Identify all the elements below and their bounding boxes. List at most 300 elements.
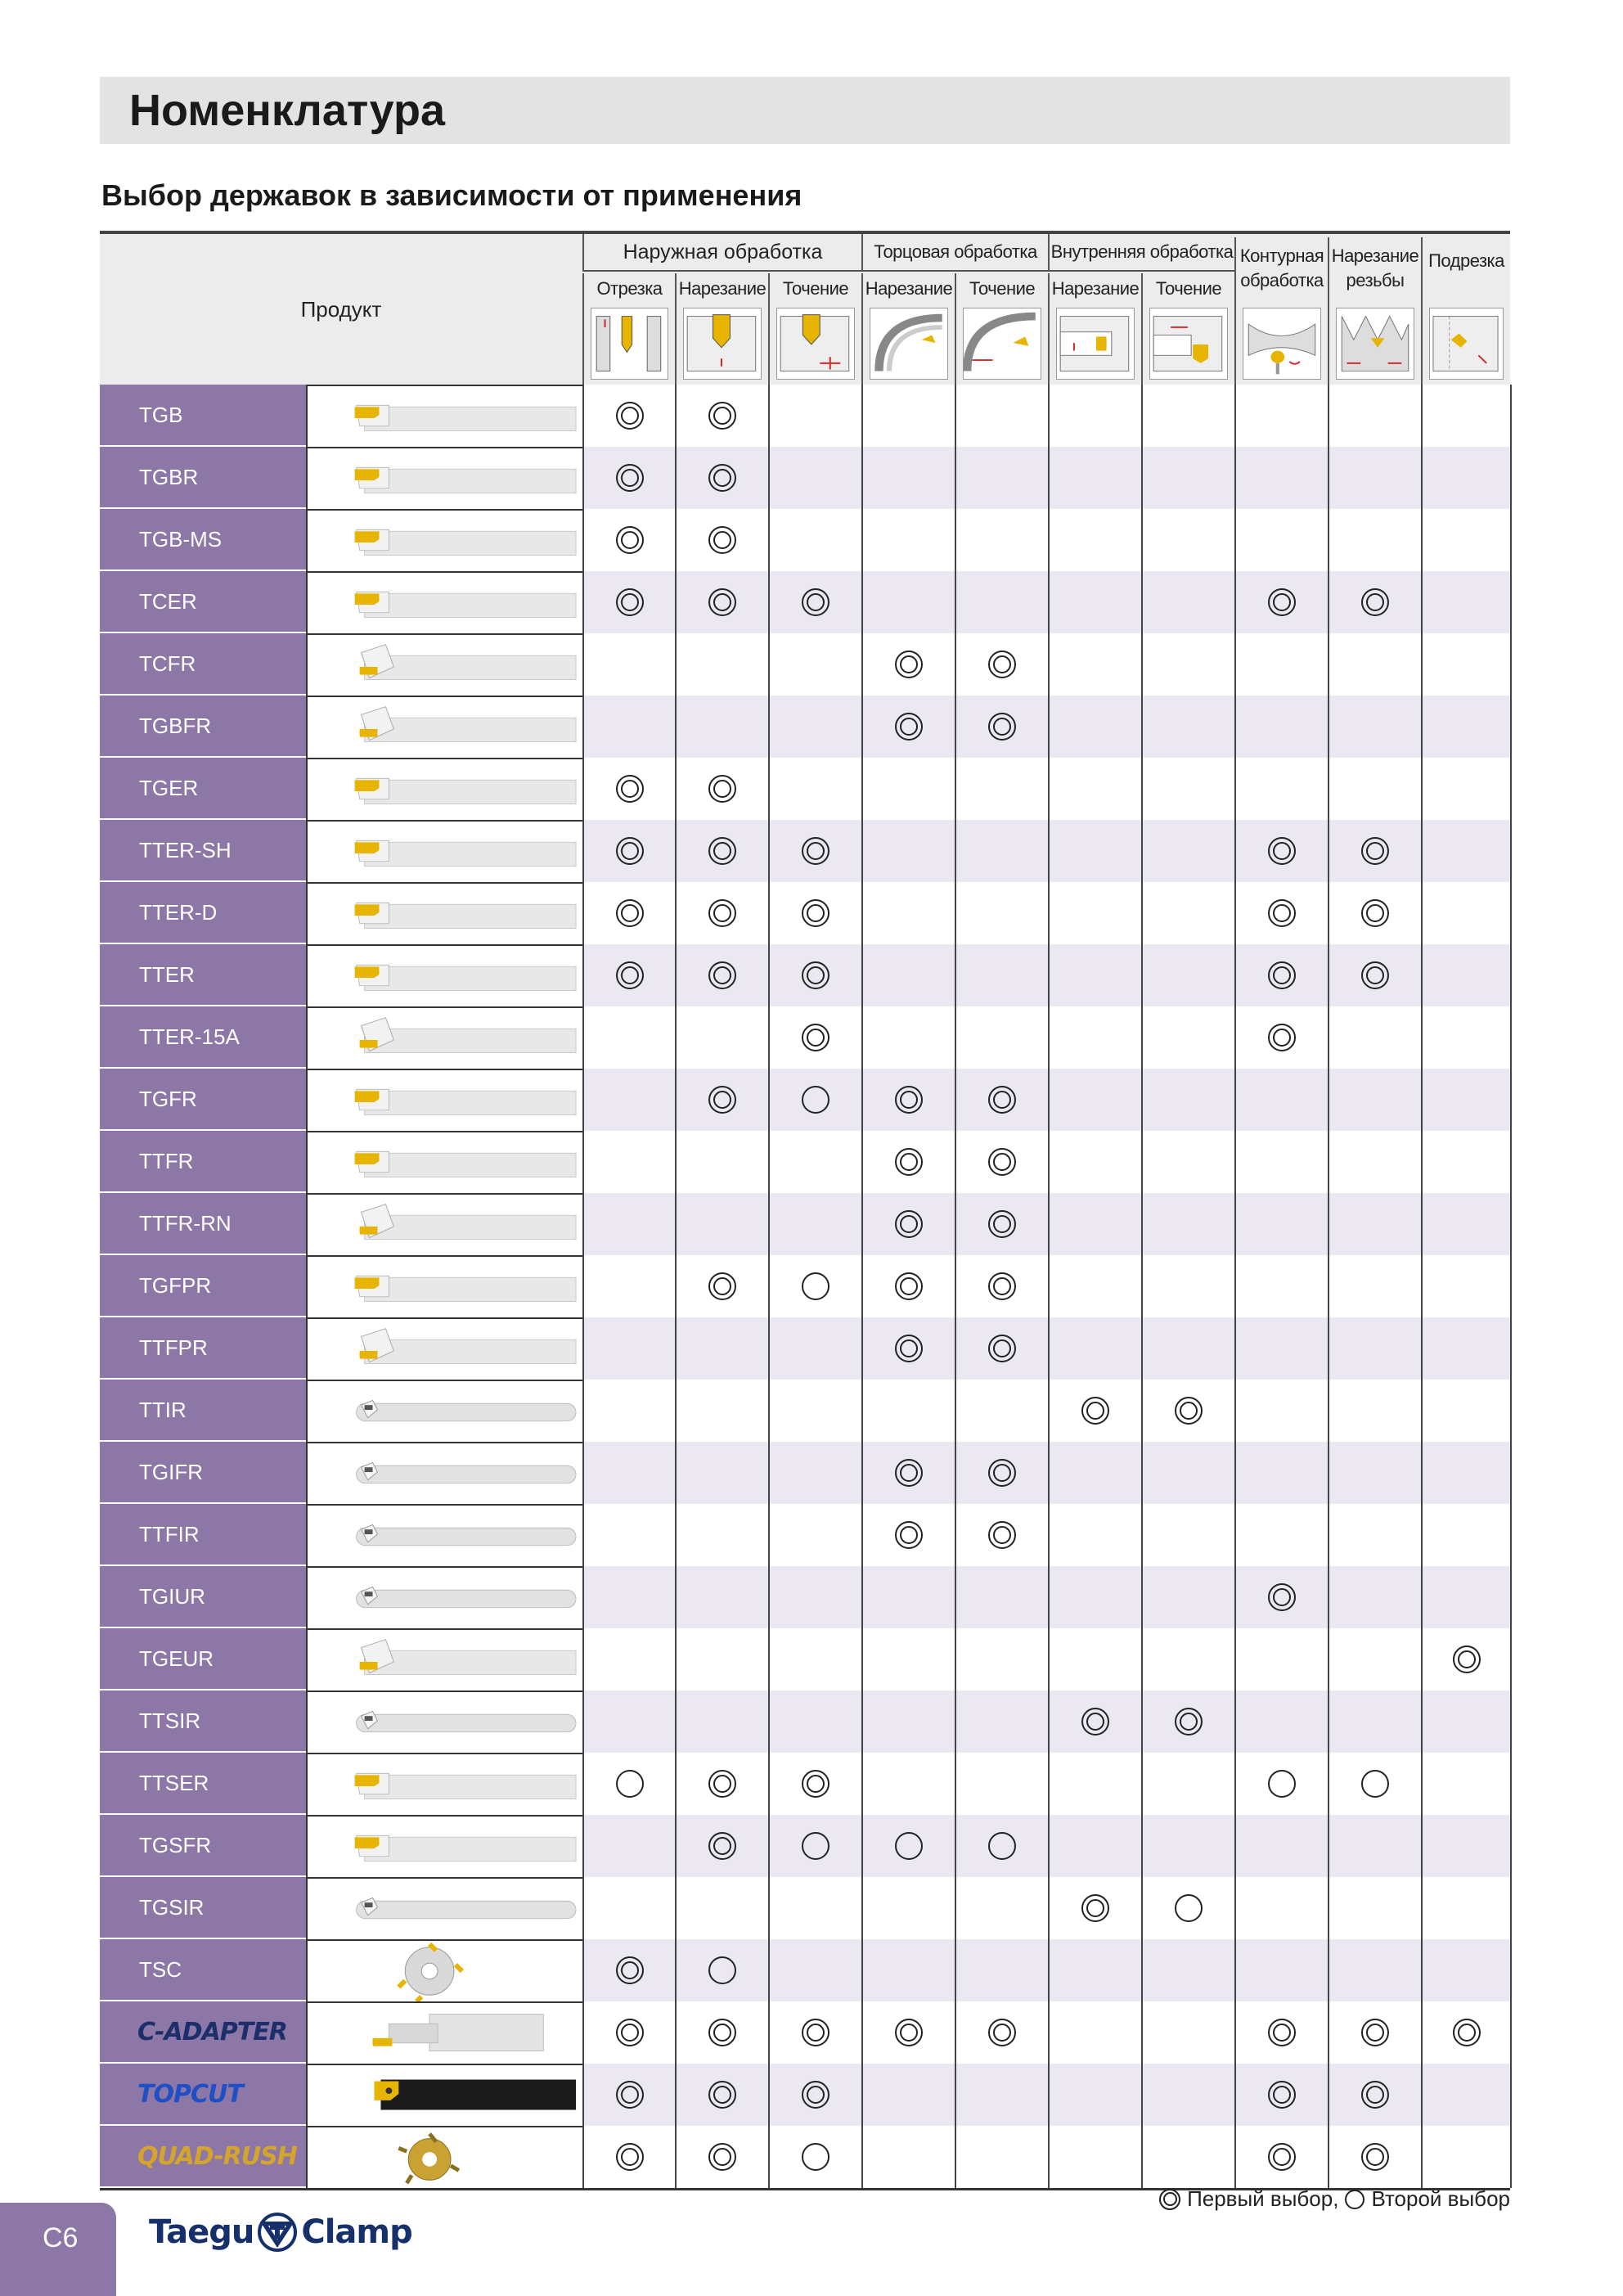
first-choice-symbol: [1453, 1645, 1481, 1673]
table-row: [100, 1877, 1510, 1939]
table-cell: [1328, 1069, 1421, 1131]
first-choice-symbol: [988, 1335, 1016, 1362]
table-cell: [1141, 2126, 1234, 2188]
table-cell: [1328, 2001, 1421, 2064]
product-name: [100, 1131, 306, 1193]
table-cell: [582, 1877, 675, 1939]
first-choice-symbol: [1081, 1397, 1109, 1425]
table-cell: [1048, 1442, 1141, 1504]
table-cell: [582, 1317, 675, 1380]
product-image: [306, 1193, 582, 1255]
table-cell: [582, 2064, 675, 2126]
product-image: [306, 1939, 582, 2001]
table-cell: [1421, 1255, 1510, 1317]
first-choice-symbol: [802, 899, 829, 927]
product-name: [100, 509, 306, 571]
table-cell: [1234, 2001, 1328, 2064]
first-choice-symbol: [988, 1210, 1016, 1238]
table-cell: [582, 758, 675, 820]
first-choice-symbol: [895, 1210, 923, 1238]
header-group-divider: [582, 270, 861, 272]
table-cell: [1328, 1442, 1421, 1504]
table-cell: [861, 882, 955, 944]
table-cell: [582, 1069, 675, 1131]
table-cell: [1048, 1317, 1141, 1380]
product-name: [100, 1877, 306, 1939]
product-name-text: TGEUR: [139, 1645, 214, 1671]
table-row: [100, 447, 1510, 509]
table-cell: [1421, 2064, 1510, 2126]
row-marks: [582, 2064, 1510, 2126]
table-row: [100, 2064, 1510, 2126]
column-header-label: Нарезание резьбы: [1331, 245, 1419, 290]
first-choice-symbol: [616, 464, 644, 492]
first-choice-symbol: [708, 899, 736, 927]
column-header-label: Нарезание: [1051, 278, 1140, 299]
table-row: [100, 882, 1510, 944]
table-cell: [768, 1131, 861, 1193]
product-name-text: TSC: [139, 1956, 182, 1982]
row-marks: [582, 820, 1510, 882]
product-name: [100, 1317, 306, 1380]
table-cell: [1328, 882, 1421, 944]
product-header: Продукт: [300, 296, 382, 322]
table-cell: [861, 1939, 955, 2001]
table-cell: [1421, 1504, 1510, 1566]
table-cell: [1234, 571, 1328, 633]
first-choice-symbol: [988, 1148, 1016, 1176]
table-cell: [675, 696, 768, 758]
row-marks: [582, 944, 1510, 1006]
table-cell: [861, 2001, 955, 2064]
row-marks: [582, 1939, 1510, 2001]
brand-logo-text: QUAD-RUSH: [137, 2141, 297, 2171]
table-cell: [1328, 1566, 1421, 1628]
column-header-label: Нарезание: [678, 278, 767, 299]
product-image: [306, 882, 582, 944]
row-marks: [582, 385, 1510, 447]
table-cell: [1048, 1380, 1141, 1442]
table-cell: [768, 944, 861, 1006]
first-choice-symbol: [895, 1148, 923, 1176]
product-name-text: TTER: [139, 961, 195, 987]
table-cell: [675, 1317, 768, 1380]
table-cell: [675, 1939, 768, 2001]
table-row: [100, 2126, 1510, 2188]
product-name: [100, 2064, 306, 2126]
table-cell: [1328, 1753, 1421, 1815]
first-choice-symbol: [1175, 1708, 1203, 1736]
first-choice-symbol: [802, 2019, 829, 2046]
product-image: [306, 2126, 582, 2188]
table-cell: [1048, 509, 1141, 571]
table-cell: [768, 1193, 861, 1255]
table-cell: [768, 633, 861, 696]
table-cell: [1234, 696, 1328, 758]
table-row: [100, 1131, 1510, 1193]
header-group-divider: [1048, 270, 1234, 272]
row-marks: [582, 2001, 1510, 2064]
table-edge: [1510, 758, 1512, 820]
table-cell: [861, 1628, 955, 1690]
product-name-text: TGSIR: [139, 1894, 205, 1920]
product-name-text: TGB-MS: [139, 526, 223, 551]
table-cell: [1048, 447, 1141, 509]
table-cell: [675, 571, 768, 633]
table-cell: [675, 1193, 768, 1255]
table-cell: [861, 1069, 955, 1131]
table-edge: [1510, 882, 1512, 944]
table-cell: [1141, 1690, 1234, 1753]
table-cell: [768, 758, 861, 820]
table-cell: [1234, 1504, 1328, 1566]
table-cell: [1421, 1193, 1510, 1255]
first-choice-symbol: [895, 1521, 923, 1549]
header-group: Торцовая обработка: [861, 234, 1048, 270]
table-cell: [955, 1628, 1048, 1690]
first-choice-symbol: [708, 1832, 736, 1860]
first-choice-symbol: [616, 961, 644, 989]
table-edge: [1510, 1504, 1512, 1566]
operation-pictogram: [683, 308, 762, 380]
table-cell: [1234, 882, 1328, 944]
operation-pictogram: [870, 308, 948, 380]
table-cell: [768, 1317, 861, 1380]
table-row: [100, 1753, 1510, 1815]
table-cell: [582, 1504, 675, 1566]
column-header: [1234, 237, 1328, 385]
table-cell: [1328, 820, 1421, 882]
table-cell: [955, 1006, 1048, 1069]
second-choice-symbol: [1175, 1894, 1203, 1922]
column-header-label: Подрезка: [1428, 250, 1504, 271]
table-cell: [1048, 1753, 1141, 1815]
product-image: [306, 944, 582, 1006]
first-choice-symbol: [1081, 1894, 1109, 1922]
second-choice-symbol: [895, 1832, 923, 1860]
first-choice-symbol: [802, 837, 829, 865]
table-cell: [1328, 758, 1421, 820]
table-cell: [861, 1131, 955, 1193]
table-cell: [1421, 1566, 1510, 1628]
table-cell: [1048, 2126, 1141, 2188]
column-header-label: Контурная обработка: [1239, 245, 1324, 290]
first-choice-symbol: [988, 713, 1016, 741]
row-marks: [582, 882, 1510, 944]
second-choice-symbol: [1345, 2190, 1364, 2209]
table-row: [100, 2001, 1510, 2064]
table-cell: [955, 385, 1048, 447]
table-cell: [1048, 385, 1141, 447]
product-image: [306, 447, 582, 509]
table-cell: [955, 758, 1048, 820]
table-cell: [861, 696, 955, 758]
table-edge: [1510, 2126, 1512, 2188]
table-row: [100, 758, 1510, 820]
table-cell: [861, 2126, 955, 2188]
table-edge: [1510, 1131, 1512, 1193]
header-group: Внутренняя обработка: [1048, 234, 1234, 270]
table-cell: [955, 882, 1048, 944]
first-choice-symbol: [1268, 837, 1296, 865]
product-image: [306, 696, 582, 758]
logo-text-right: Clamp: [301, 2213, 412, 2251]
table-cell: [861, 1877, 955, 1939]
product-name: [100, 1255, 306, 1317]
table-cell: [1421, 1442, 1510, 1504]
table-header: [100, 231, 1510, 385]
table-cell: [1234, 1753, 1328, 1815]
table-cell: [1234, 447, 1328, 509]
second-choice-symbol: [802, 1086, 829, 1114]
product-name: [100, 571, 306, 633]
first-choice-symbol: [616, 837, 644, 865]
product-name: [100, 1753, 306, 1815]
product-image: [306, 1815, 582, 1877]
table-cell: [1328, 1815, 1421, 1877]
table-cell: [1141, 758, 1234, 820]
product-name-text: TGER: [139, 775, 199, 800]
table-cell: [582, 944, 675, 1006]
row-marks: [582, 1255, 1510, 1317]
table-cell: [675, 1566, 768, 1628]
table-cell: [1421, 882, 1510, 944]
table-cell: [675, 1628, 768, 1690]
table-cell: [861, 509, 955, 571]
second-choice-symbol: [1268, 1770, 1296, 1798]
product-name: [100, 1442, 306, 1504]
table-edge: [1510, 820, 1512, 882]
table-cell: [582, 509, 675, 571]
table-cell: [768, 820, 861, 882]
table-cell: [1234, 1131, 1328, 1193]
operation-pictogram: [591, 308, 668, 380]
table-cell: [1234, 1442, 1328, 1504]
table-row: [100, 1255, 1510, 1317]
second-choice-symbol: [802, 1272, 829, 1300]
first-choice-symbol: [1361, 588, 1389, 616]
operation-pictogram: [1056, 308, 1135, 380]
table-cell: [768, 2001, 861, 2064]
table-edge: [1510, 1877, 1512, 1939]
table-cell: [582, 1006, 675, 1069]
table-edge: [1510, 1317, 1512, 1380]
table-cell: [1328, 1690, 1421, 1753]
table-cell: [1141, 1317, 1234, 1380]
second-choice-symbol: [988, 1832, 1016, 1860]
product-name-text: TTER-D: [139, 899, 218, 925]
product-name: [100, 1006, 306, 1069]
table-cell: [582, 882, 675, 944]
header-group: Наружная обработка: [582, 234, 861, 270]
product-name-text: TGFPR: [139, 1272, 212, 1298]
first-choice-symbol: [616, 775, 644, 803]
first-choice-symbol: [1268, 2081, 1296, 2109]
first-choice-symbol: [802, 1770, 829, 1798]
table-cell: [955, 2001, 1048, 2064]
product-image: [306, 1690, 582, 1753]
product-name: [100, 447, 306, 509]
page-number: C6: [43, 2222, 79, 2253]
table-cell: [1328, 1006, 1421, 1069]
table-cell: [1328, 2064, 1421, 2126]
first-choice-symbol: [616, 2143, 644, 2171]
table-cell: [1048, 1006, 1141, 1069]
first-choice-symbol: [708, 1272, 736, 1300]
logo-mark-icon: [257, 2212, 298, 2253]
table-cell: [1141, 2001, 1234, 2064]
product-name-text: TTSIR: [139, 1708, 201, 1733]
table-row: [100, 509, 1510, 571]
first-choice-symbol: [1268, 2019, 1296, 2046]
table-cell: [861, 633, 955, 696]
table-row: [100, 1628, 1510, 1690]
table-cell: [768, 1628, 861, 1690]
table-row: [100, 633, 1510, 696]
product-image: [306, 509, 582, 571]
table-cell: [1234, 1877, 1328, 1939]
table-cell: [1048, 1504, 1141, 1566]
table-edge: [1510, 2064, 1512, 2126]
table-cell: [1141, 1442, 1234, 1504]
table-cell: [768, 2126, 861, 2188]
table-cell: [1048, 1069, 1141, 1131]
table-cell: [675, 882, 768, 944]
column-header-label: Нарезание: [865, 278, 953, 299]
table-cell: [582, 820, 675, 882]
table-cell: [675, 820, 768, 882]
table-cell: [1141, 1193, 1234, 1255]
product-name-text: TTSER: [139, 1770, 209, 1795]
table-cell: [1048, 2001, 1141, 2064]
table-row: [100, 1815, 1510, 1877]
table-cell: [1234, 1939, 1328, 2001]
table-cell: [675, 1255, 768, 1317]
table-cell: [675, 1815, 768, 1877]
row-marks: [582, 758, 1510, 820]
table-cell: [582, 1815, 675, 1877]
table-cell: [955, 571, 1048, 633]
table-cell: [1141, 1877, 1234, 1939]
table-edge: [1510, 1815, 1512, 1877]
table-row: [100, 1690, 1510, 1753]
product-image: [306, 633, 582, 696]
column-header: [768, 273, 861, 385]
table-cell: [582, 1131, 675, 1193]
table-cell: [1421, 1753, 1510, 1815]
table-cell: [955, 1939, 1048, 2001]
table-cell: [675, 944, 768, 1006]
table-cell: [955, 509, 1048, 571]
row-marks: [582, 1877, 1510, 1939]
column-header-label: Отрезка: [596, 278, 663, 299]
page-subtitle: Выбор державок в зависимости от применения: [101, 178, 803, 212]
column-header: [675, 273, 768, 385]
operation-pictogram: [1149, 308, 1228, 380]
product-name: [100, 882, 306, 944]
product-name-text: TGBR: [139, 464, 199, 489]
first-choice-symbol: [1268, 1024, 1296, 1051]
table-cell: [1234, 1255, 1328, 1317]
table-cell: [1328, 1939, 1421, 2001]
table-cell: [1328, 571, 1421, 633]
first-choice-symbol: [708, 2081, 736, 2109]
column-header: [582, 273, 675, 385]
table-cell: [675, 1380, 768, 1442]
row-marks: [582, 571, 1510, 633]
table-row: [100, 1069, 1510, 1131]
table-cell: [1141, 2064, 1234, 2126]
table-cell: [582, 1628, 675, 1690]
table-cell: [861, 2064, 955, 2126]
product-image: [306, 2001, 582, 2064]
table-cell: [1234, 820, 1328, 882]
table-edge: [1510, 1442, 1512, 1504]
table-cell: [1141, 1815, 1234, 1877]
table-edge: [1510, 696, 1512, 758]
table-cell: [955, 1753, 1048, 1815]
column-header: [1328, 237, 1421, 385]
product-image: [306, 1566, 582, 1628]
product-image: [306, 1877, 582, 1939]
table-cell: [861, 385, 955, 447]
table-edge: [1510, 1193, 1512, 1255]
product-name: [100, 1628, 306, 1690]
table-cell: [955, 1566, 1048, 1628]
first-choice-symbol: [1081, 1708, 1109, 1736]
column-header: [1421, 237, 1510, 385]
table-cell: [955, 820, 1048, 882]
row-marks: [582, 1317, 1510, 1380]
table-row: [100, 1566, 1510, 1628]
table-cell: [861, 1504, 955, 1566]
row-marks: [582, 1690, 1510, 1753]
table-cell: [1328, 509, 1421, 571]
product-name: [100, 820, 306, 882]
title-bar: [100, 77, 1510, 144]
operation-pictogram: [1243, 308, 1321, 380]
first-choice-symbol: [802, 2081, 829, 2109]
first-choice-symbol: [895, 1335, 923, 1362]
table-cell: [1048, 882, 1141, 944]
product-image: [306, 1069, 582, 1131]
table-cell: [1234, 633, 1328, 696]
table-cell: [675, 1753, 768, 1815]
first-choice-symbol: [988, 651, 1016, 678]
table-cell: [768, 509, 861, 571]
table-cell: [768, 385, 861, 447]
legend-first-label: Первый выбор,: [1187, 2186, 1339, 2211]
table-row: [100, 820, 1510, 882]
row-marks: [582, 696, 1510, 758]
table-cell: [582, 696, 675, 758]
table-cell: [955, 1380, 1048, 1442]
first-choice-symbol: [616, 402, 644, 430]
table-cell: [1234, 385, 1328, 447]
first-choice-symbol: [1268, 588, 1296, 616]
column-header: [1048, 273, 1141, 385]
legend-second-label: Второй выбор: [1371, 2186, 1510, 2211]
product-name: [100, 1380, 306, 1442]
table-cell: [768, 1380, 861, 1442]
table-cell: [675, 1069, 768, 1131]
row-marks: [582, 2126, 1510, 2188]
table-cell: [582, 1753, 675, 1815]
table-cell: [1421, 447, 1510, 509]
header-group-divider: [861, 270, 1048, 272]
table-cell: [1048, 944, 1141, 1006]
table-cell: [675, 1504, 768, 1566]
